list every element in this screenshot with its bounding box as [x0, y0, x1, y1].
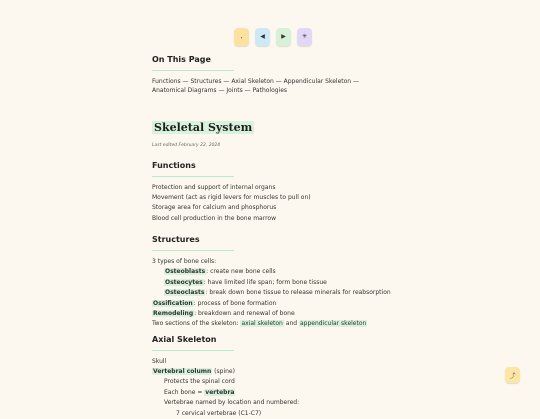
axial-skeleton-link[interactable]: axial skeleton — [241, 320, 283, 328]
scroll-top-icon[interactable]: ⤴ — [505, 367, 520, 383]
list-item: Skull — [152, 357, 167, 365]
heading-underline — [152, 250, 234, 251]
list-item: Osteocytes: have limited life span; form bone tissue — [165, 278, 327, 286]
heading-underline — [152, 350, 234, 351]
list-item: Vertebrae named by location and numbered: — [164, 399, 300, 407]
title-block — [152, 116, 392, 148]
axial-heading: Axial Skeleton — [152, 334, 217, 344]
play-arrow-icon[interactable]: ▶ — [276, 28, 291, 46]
term-osteocytes: Osteocytes — [165, 278, 203, 286]
term-vertebra: vertebra — [205, 388, 235, 396]
two-sections-line: Two sections of the skeleton: axial skeleton and appendicular skeleton — [152, 320, 367, 328]
comma-icon[interactable]: , — [234, 28, 249, 46]
list-item: Ossification: process of bone formation — [153, 299, 277, 307]
section-functions — [152, 162, 392, 224]
list-item: Osteoclasts: break down bone tissue to release minerals for reabsorption — [165, 289, 391, 297]
list-item: Vertebral column (spine) — [153, 368, 235, 376]
list-item: Protects the spinal cord — [164, 378, 235, 386]
term-osteoclasts: Osteoclasts — [165, 289, 205, 297]
section-axial-skeleton — [152, 336, 392, 419]
sparkle-icon[interactable]: ✳ — [297, 28, 312, 46]
functions-heading: Functions — [152, 160, 196, 170]
list-item: Remodeling: breakdown and renewal of bone — [153, 310, 295, 318]
toolbar — [234, 28, 312, 46]
term-remodeling: Remodeling — [153, 310, 194, 318]
toc-links-line-2[interactable]: Anatomical Diagrams — Joints — Pathologies — [152, 87, 288, 95]
structures-intro: 3 types of bone cells: — [152, 258, 217, 266]
list-item: Each bone = vertebra — [164, 388, 235, 396]
list-item: Storage area for calcium and phosphorus — [152, 204, 277, 212]
table-of-contents — [152, 56, 392, 96]
last-edited: Last edited February 22, 2024 — [152, 142, 221, 148]
heading-underline — [152, 70, 234, 71]
back-arrow-icon[interactable]: ◀ — [255, 28, 270, 46]
list-item: 7 cervical vertebrae (C1-C7) — [176, 409, 262, 417]
page-content — [152, 56, 392, 419]
section-structures — [152, 236, 392, 330]
heading-underline — [152, 176, 234, 177]
term-osteoblasts: Osteoblasts — [165, 268, 206, 276]
list-item: Protection and support of internal organs — [152, 183, 276, 191]
appendicular-skeleton-link[interactable]: appendicular skeleton — [299, 320, 367, 328]
list-item: Blood cell production in the bone marrow — [152, 214, 277, 222]
term-ossification: Ossification — [153, 299, 193, 307]
toc-links-line-1[interactable]: Functions — Structures — Axial Skeleton — Appendicular Skeleton — — [152, 77, 360, 85]
list-item: Movement (act as rigid levers for muscles to pull on) — [152, 194, 311, 201]
page-title: Skeletal System — [154, 120, 253, 134]
list-item: Osteoblasts: create new bone cells — [165, 268, 276, 276]
structures-heading: Structures — [152, 235, 200, 245]
toc-heading: On This Page — [152, 55, 211, 64]
term-vertebral-column: Vertebral column — [153, 368, 212, 376]
